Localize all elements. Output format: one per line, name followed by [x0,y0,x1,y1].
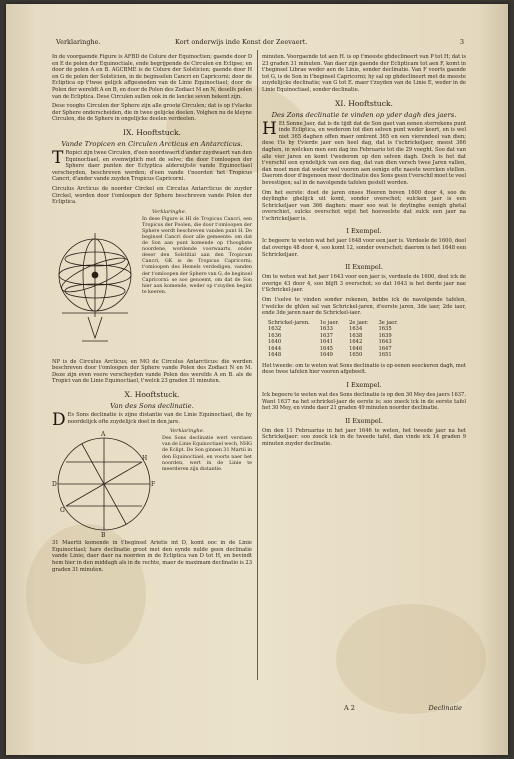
table-cell: 1645 [319,345,333,352]
paragraph: Circulus Arcticus de noorder Circkel en Circulus Antarcticus de zuyder Circkel, worden door t'omloopen der Sphere beschreven vande Polen der Ecliptica. [52,185,252,206]
paragraph: Om te weten wat het jaer 1643 voor een jaer is, verdeele de 1600, deel ick de overige 43 door 4, soo blijft 3 overschot; so dat 1643 is het derde jaer nae t'Schrickel-jaer. [262,274,466,294]
column-divider [257,50,258,680]
table-header: 2e jaer. [349,319,369,326]
chapter-heading: IX. Hooftstuck. [123,127,181,137]
example-heading: II Exempel. [345,263,383,272]
paragraph: Ic begeere te weten wat het jaer 1648 voor een jaer is. Verdeele de 1600, deel dat overige 48 door 4, soo komt 12, sonder overschot; daerom is het 1648 een Schrickeljaer. [262,238,466,258]
paragraph: In de voorgaende Figure is AFBD de Colure der Equinoctien; gaende door D en E de polen der Equinoctiale, ende begrijpende de Circulen en Eclipse; en door de polen A en B. AGCBME is de Colure der Solsticien; gaende door H en G de polen der Solsticien, in de beginselen Cancri en Capricorni; door de Ecliptica op t'twee gelijck affgesneden van de Linie Equinoctiael; door de Polen der wereldt A en B, en door de Polen des Zodiaci M en N, deselfs polen van de Ecliptica. Dese Circulen sullen ook in de lancke seven bekent zijn. [52,54,252,100]
example-heading: II Exempel. [345,416,383,425]
paragraph: Om den 11 Februarius in het jaer 1646 te weten, het tweede jaer na het Schrickeljaer: soo zoeck ick in de tweede tafel, dan vinde ick 14 graden 9 minuten zuyder declinatie. [262,427,466,447]
table-cell: 1641 [319,339,333,346]
table-header: Schrickel-jaren. [268,319,310,326]
paragraph: NP is de Circulus Arcticus; en MO de Circulus Antarcticus: die werden beschreven door t'omloopen der Sphere vande Polen des Zodiaci N en M. Deze zijn even veere verscheyden vande Polen des werelds A en B. als de Tropici van de Linie Equinoctiael, t'welck 23 graden 31 minuten. [52,358,252,385]
drop-cap-h: H [262,118,277,139]
paragraph: minuten. Voorgaende tot aen H. is op t'meeste ghdeclineert van P tot H; dat is 23 graden 31 minuten. Van daer zijn gaende der Eclipticam tot aen F, komt in t'beginsel Librae weder aen de Linie, sonder declinatie. Van F voorts gaende tot G, is de Son in t'beginsel Capricorni; hy sal op ghdeclineert met de meeste zuydelijcke declinatie; van G tot E. maer t'zuyden van de Linie E, weder in de Linie Equinoctiael, sonder declinatie. [262,54,466,93]
paragraph: D Es Sons declinatie is zijne distantie van de Linie Equinoctiael, die hy noordelijck ofte zuydelijck doet in den jare. [52,410,252,431]
table-header: 1e jaer. [319,319,340,326]
table-cell: 1636 [268,332,282,339]
table-header: 3e jaer. [378,319,398,326]
paragraph: Ick begeere te weten wat des Sons declinatie is op den 30 Mey des jaers 1637. Want 1637 na het schrickel-jaer de eerste is; soo zoeck ick in de eerste tafel het 30 Mey, en vinde daer 21 graden 49 minuten noorder declinatie. [262,392,466,412]
armillary-sphere-figure [52,209,252,359]
header-title: Kort onderwijs inde Konst der Zeevaert. [175,38,308,46]
running-header [0,38,514,48]
table-cell: 1635 [378,326,392,333]
left-column [52,54,252,576]
right-column [262,54,466,451]
paragraph: T Ropici zijn twee Circulen, d'een noordwaert d'ander zuydwaert van den Equinoctiael, en evenwijdich met de selve; die door t'omloopen der Sphere daer punten der Eclyptica alderuijtste vande Equinoctiael verscheyden, beschreven werden; d'een vande t'noorden het Tropicus Cancri, d'ander vande zuyden Tropicus Capricorni. [52,147,252,183]
figure-caption: Verklaringhe. [152,208,187,215]
signature-mark: A 2 [344,704,355,712]
figure-explanation: Des Sons declinatie wert verstaen van de Linie Equinoctiael wech, NHG de Eclipt. De Son ginnen 31 Martii in den Equinoctiael, en voorts naer het noorden, wert in de Linie te meerderen zijn distantie. [162,436,252,472]
paragraph: Dese vooghs Circulen der Sphere zijn alle groote Circulen; dat is op t'vlacke der Sphere onderscheiden, die in twee gelijcke deelen. Volghen nu de kleyne Circulen, die de Sphere in ongelijcke deelen verdeelen. [52,103,252,123]
table-cell: 1644 [268,345,282,352]
declination-diagram-icon [52,430,156,538]
table-cell: 1648 [268,352,282,359]
svg-text:A: A [101,431,106,439]
svg-text:D: D [52,481,57,489]
table-cell: 1646 [349,345,363,352]
chapter-heading: XI. Hooftstuck. [335,98,393,108]
table-cell: 1633 [319,326,333,333]
table-cell: 1632 [268,326,282,333]
armillary-sphere-icon [52,213,138,353]
header-left: Verklaringhe. [56,38,101,46]
leap-year-table [268,320,408,359]
table-cell: 1643 [378,339,392,346]
table-cell: 1642 [349,339,363,346]
svg-text:B: B [101,532,106,539]
svg-text:F: F [151,481,156,489]
paragraph: Om het eerste: doet de jaren onses Heeren boven 1600 door 4, soo de deylinghe ghelijck uit komt, sonder overschot; sulcken jaer is een Schrickeljaer van 366 daghen: maer soo wat te deylinghe eenigh ghetal overschiet, sulcks overschot wijst het hoeveelste dat sulck een jaer na t'schrickeljaer is. [262,189,466,222]
paragraph: H Et Sonne Jaer, dat is de tijdt dat de Son gaet van eenen sterrekens punt inde Ecliptica, en wederom tot dien selven punt weder keert, en is wel niet 365 daghen offen maer omtrent 365 en een vierendeel van dien; dese t'is by t'vierde jaer een heel dag, dat is t'schrickeljaer, meest 366 daghen, in welcken men een dag ins Februario tot die 29 voeght. Soo dat van alle vier jaren en komt t'wederom op den selven dagh. Doch is het dat t'verschil een eyndelijck van een dag, dat van dien versch twee Jaren vallen, dan moet men dat weder wel vooren aen eenige ofte naeste wercken stellen. Daerom door d'ingenoen meer declinatie des Sons geen t'verschil moet te veel bevestigen; sal in de navolgende tafelen gestelt worden. [262,118,466,186]
table-cell: 1649 [319,352,333,359]
table-cell: 1640 [268,339,282,346]
svg-text:G: G [60,507,65,515]
paragraph: Het tweede: om te weten wat Sons declinatie is op eenen seeckeren dagh, met dese twee tafelen hier vooren afgebeelt. [262,362,466,376]
paragraph: 31 Maertii komende in t'beginsel Arietis int D, komt ooc in de Linie Equinoctiael; hare declinatie groot met den eynde nulde geen declinatie vande Linie; daer daer na noorden in de Ecliptica van D tot H, en bevindt hem hier in den middagh als in de rechte, maer de maximam declinatio is 23 graden 31 minuten. [52,540,252,573]
figure-explanation: In dese Figure is HI de Tropicus Cancri, een Tropicus der Poolen, die door t'omloopen der Sphere werdt beschreven vanden punt H. De beginsel Cancri door alle gemeente: om dat de Son aan punt komende op t'hooghste noordene, wordende voorwaarts, onder deser den Solstitial aan den Tropicum Cancri, GK is de Tropicus Capricorni; t'omloopen des Hemels verdedigen, vanden der t'omloopen der Sphere van G, de beginsel Capricorni: se soo genoemt, om dat de Son hier aan komende, weder op t'zuyden begint te keeren. [142,216,252,295]
drop-cap-t: T [52,147,64,168]
declination-figure [52,428,252,540]
example-heading: I Exempel. [346,381,382,389]
table-cell: 1634 [349,326,363,333]
figure-caption: Verklaringhe. [170,428,205,435]
example-heading: I Exempel. [346,227,382,236]
table-cell: 1637 [319,332,333,339]
paragraph: Om t'selve te vinden sonder rekenen, hebbe ick de navolgende tafelen, t'welcke de ghlen sal van Schrickel-jaren, d'eerste jaren, 3de iaer, 2de iaer, ende 3de jaren naer de Schrickel-iaer. [262,297,466,317]
drop-cap-d: D [52,410,66,431]
chapter-title: Des Zons declinatie te vinden op yder dagh des jaers. [271,110,457,119]
chapter-title: Van des Sons declinatie. [110,402,194,411]
table-cell: 1650 [349,352,363,359]
page-number: 3 [459,38,464,46]
table-row [268,352,408,359]
paper-stain [336,604,486,714]
svg-text:H: H [142,455,148,463]
chapter-title: Vande Tropicen en Circulen Arcticus en Antarcticus. [61,139,243,148]
table-cell: 1638 [349,332,363,339]
catchword: Declinatie [428,704,462,712]
table-cell: 1639 [378,332,392,339]
table-cell: 1647 [378,345,392,352]
table-cell: 1651 [378,352,392,359]
chapter-heading: X. Hooftstuck. [124,390,180,400]
